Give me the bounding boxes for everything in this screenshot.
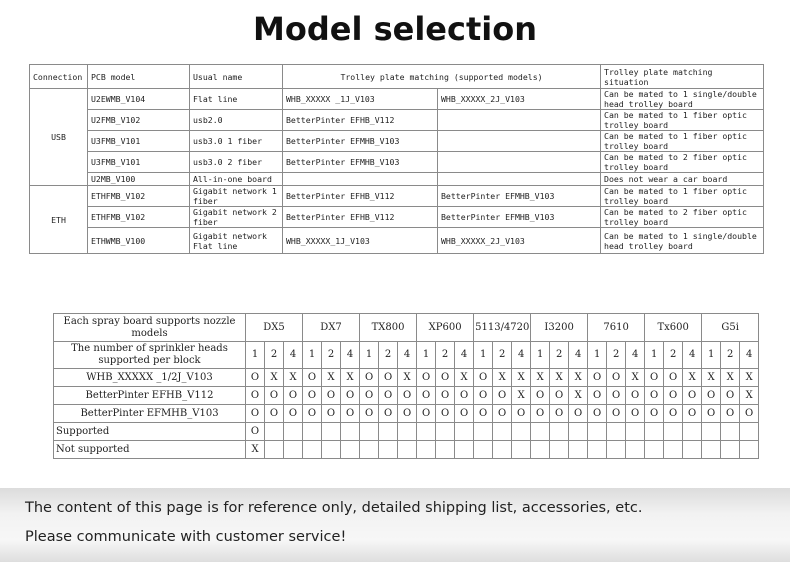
empty-cell	[455, 441, 474, 459]
support-cell: O	[588, 369, 607, 387]
nozzle-models-row	[54, 314, 759, 342]
pcb-model-cell: U3FMB_V101	[88, 131, 190, 152]
empty-cell	[512, 441, 531, 459]
head-count-cell: 2	[607, 342, 626, 369]
nozzle-model-header: G5i	[702, 314, 759, 342]
support-cell: O	[474, 387, 493, 405]
legend-symbol: O	[246, 423, 265, 441]
empty-cell	[303, 423, 322, 441]
support-cell: X	[569, 387, 588, 405]
empty-cell	[341, 441, 360, 459]
support-cell: O	[436, 387, 455, 405]
head-count-cell: 1	[360, 342, 379, 369]
usual-name-cell: usb3.0 1 fiber	[190, 131, 283, 152]
support-cell: O	[417, 369, 436, 387]
trolley-match-2-cell	[438, 173, 601, 186]
support-cell: O	[246, 369, 265, 387]
support-cell: X	[493, 369, 512, 387]
head-count-cell: 2	[493, 342, 512, 369]
support-cell: O	[341, 387, 360, 405]
support-cell: X	[550, 369, 569, 387]
support-cell: O	[379, 405, 398, 423]
empty-cell	[284, 441, 303, 459]
support-cell: O	[303, 369, 322, 387]
empty-cell	[740, 441, 759, 459]
support-cell: O	[474, 369, 493, 387]
nozzle-model-header: DX7	[303, 314, 360, 342]
connection-cell: ETH	[30, 186, 88, 254]
head-count-cell: 1	[645, 342, 664, 369]
support-cell: X	[740, 387, 759, 405]
empty-cell	[455, 423, 474, 441]
support-cell: O	[284, 387, 303, 405]
support-cell: O	[493, 387, 512, 405]
empty-cell	[664, 441, 683, 459]
support-cell: O	[455, 405, 474, 423]
support-cell: X	[512, 369, 531, 387]
empty-cell	[303, 441, 322, 459]
support-cell: X	[398, 369, 417, 387]
support-cell: O	[626, 387, 645, 405]
support-cell: O	[664, 405, 683, 423]
empty-cell	[531, 423, 550, 441]
support-cell: O	[607, 369, 626, 387]
matching-situation-cell: Can be mated to 1 fiber optic trolley board	[601, 186, 764, 207]
matching-situation-cell: Can be mated to 1 fiber optic trolley board	[601, 110, 764, 131]
head-count-cell: 2	[322, 342, 341, 369]
support-cell: O	[550, 405, 569, 423]
support-cell: O	[303, 387, 322, 405]
support-cell: O	[493, 405, 512, 423]
board-name-cell: WHB_XXXXX _1/2J_V103	[54, 369, 246, 387]
trolley-match-2-cell	[438, 110, 601, 131]
support-cell: O	[474, 405, 493, 423]
empty-cell	[360, 441, 379, 459]
empty-cell	[645, 441, 664, 459]
footer-note-line1: The content of this page is for reference only, detailed shipping list, accessories, etc.	[25, 500, 643, 516]
legend-row	[54, 441, 759, 459]
support-cell: O	[588, 387, 607, 405]
support-cell: O	[721, 387, 740, 405]
support-cell: O	[398, 387, 417, 405]
pcb-model-cell: ETHFMB_V102	[88, 207, 190, 228]
table-row	[30, 89, 764, 110]
empty-cell	[284, 423, 303, 441]
pcb-model-cell: U2FMB_V102	[88, 110, 190, 131]
nozzle-model-header: Tx600	[645, 314, 702, 342]
support-cell: O	[645, 405, 664, 423]
empty-cell	[645, 423, 664, 441]
pcb-model-table	[29, 64, 764, 254]
empty-cell	[379, 441, 398, 459]
trolley-match-1-cell: WHB_XXXXX _1J_V103	[283, 89, 438, 110]
empty-cell	[417, 441, 436, 459]
empty-cell	[265, 423, 284, 441]
empty-cell	[360, 423, 379, 441]
empty-cell	[322, 423, 341, 441]
table-row	[30, 131, 764, 152]
support-cell: X	[569, 369, 588, 387]
support-cell: O	[683, 387, 702, 405]
empty-cell	[436, 423, 455, 441]
head-count-cell: 2	[379, 342, 398, 369]
matching-situation-cell: Can be mated to 1 single/double head trolley board	[601, 228, 764, 254]
head-count-cell: 4	[512, 342, 531, 369]
nozzle-model-header: DX5	[246, 314, 303, 342]
support-cell: O	[246, 405, 265, 423]
support-cell: O	[360, 387, 379, 405]
head-count-cell: 4	[284, 342, 303, 369]
matching-situation-cell: Can be mated to 2 fiber optic trolley board	[601, 207, 764, 228]
support-cell: O	[398, 405, 417, 423]
support-cell: O	[702, 405, 721, 423]
head-count-cell: 4	[626, 342, 645, 369]
support-cell: O	[645, 387, 664, 405]
support-cell: O	[436, 369, 455, 387]
head-count-cell: 1	[303, 342, 322, 369]
nozzle-model-header: XP600	[417, 314, 474, 342]
support-cell: O	[740, 405, 759, 423]
support-cell: O	[607, 387, 626, 405]
usual-name-cell: Gigabit network 1 fiber	[190, 186, 283, 207]
empty-cell	[702, 423, 721, 441]
support-cell: O	[702, 387, 721, 405]
table-row	[30, 173, 764, 186]
table-row	[30, 207, 764, 228]
support-cell: O	[303, 405, 322, 423]
support-cell: X	[626, 369, 645, 387]
trolley-match-2-cell	[438, 152, 601, 173]
support-cell: X	[683, 369, 702, 387]
empty-cell	[436, 441, 455, 459]
trolley-match-2-cell: WHB_XXXXX_2J_V103	[438, 89, 601, 110]
empty-cell	[417, 423, 436, 441]
table-row	[30, 110, 764, 131]
header-trolley-matching: Trolley plate matching (supported models)	[283, 65, 601, 89]
empty-cell	[550, 423, 569, 441]
empty-cell	[512, 423, 531, 441]
support-cell: O	[360, 405, 379, 423]
matching-situation-cell: Can be mated to 2 fiber optic trolley board	[601, 152, 764, 173]
head-count-cell: 1	[474, 342, 493, 369]
usual-name-cell: Gigabit network 2 fiber	[190, 207, 283, 228]
empty-cell	[569, 441, 588, 459]
nozzle-model-header: 7610	[588, 314, 645, 342]
empty-cell	[341, 423, 360, 441]
support-cell: O	[265, 405, 284, 423]
empty-cell	[474, 423, 493, 441]
head-count-cell: 4	[569, 342, 588, 369]
support-cell: O	[246, 387, 265, 405]
support-cell: O	[588, 405, 607, 423]
support-cell: O	[512, 405, 531, 423]
empty-cell	[626, 423, 645, 441]
head-count-cell: 4	[398, 342, 417, 369]
connection-cell: USB	[30, 89, 88, 186]
trolley-match-2-cell: WHB_XXXXX_2J_V103	[438, 228, 601, 254]
head-count-cell: 4	[683, 342, 702, 369]
support-cell: O	[322, 387, 341, 405]
support-cell: O	[531, 387, 550, 405]
empty-cell	[569, 423, 588, 441]
support-cell: O	[664, 387, 683, 405]
head-count-cell: 1	[588, 342, 607, 369]
support-cell: O	[683, 405, 702, 423]
usual-name-cell: usb3.0 2 fiber	[190, 152, 283, 173]
pcb-model-cell: ETHWMB_V100	[88, 228, 190, 254]
empty-cell	[265, 441, 284, 459]
support-cell: O	[379, 387, 398, 405]
table-row	[54, 387, 759, 405]
support-cell: O	[322, 405, 341, 423]
head-count-cell: 2	[664, 342, 683, 369]
header-pcb-model: PCB model	[88, 65, 190, 89]
support-cell: O	[569, 405, 588, 423]
empty-cell	[664, 423, 683, 441]
table-row	[54, 369, 759, 387]
support-cell: O	[531, 405, 550, 423]
board-name-cell: BetterPinter EFHB_V112	[54, 387, 246, 405]
header-connection: Connection	[30, 65, 88, 89]
empty-cell	[398, 441, 417, 459]
support-cell: X	[265, 369, 284, 387]
head-count-cell: 2	[265, 342, 284, 369]
support-cell: X	[721, 369, 740, 387]
support-cell: X	[512, 387, 531, 405]
support-cell: O	[721, 405, 740, 423]
head-count-cell: 1	[531, 342, 550, 369]
legend-label: Supported	[54, 423, 246, 441]
empty-cell	[588, 441, 607, 459]
support-cell: O	[455, 387, 474, 405]
legend-symbol: X	[246, 441, 265, 459]
support-cell: X	[740, 369, 759, 387]
support-cell: O	[550, 387, 569, 405]
trolley-match-2-cell	[438, 131, 601, 152]
support-cell: O	[284, 405, 303, 423]
head-count-cell: 1	[702, 342, 721, 369]
heads-per-block-row	[54, 342, 759, 369]
empty-cell	[607, 423, 626, 441]
head-count-cell: 4	[740, 342, 759, 369]
usual-name-cell: Gigabit network Flat line	[190, 228, 283, 254]
empty-cell	[379, 423, 398, 441]
support-cell: O	[626, 405, 645, 423]
page-title: Model selection	[253, 10, 537, 48]
pcb-model-cell: U2EWMB_V104	[88, 89, 190, 110]
nozzle-model-header: 5113/4720	[474, 314, 531, 342]
legend-label: Not supported	[54, 441, 246, 459]
table-row	[30, 228, 764, 254]
nozzle-support-table	[53, 313, 759, 459]
trolley-match-1-cell: BetterPinter EFHB_V112	[283, 110, 438, 131]
empty-cell	[588, 423, 607, 441]
footer-banner	[0, 488, 790, 562]
head-count-cell: 2	[436, 342, 455, 369]
matching-situation-cell: Can be mated to 1 fiber optic trolley board	[601, 131, 764, 152]
trolley-match-1-cell	[283, 173, 438, 186]
empty-cell	[702, 441, 721, 459]
empty-cell	[607, 441, 626, 459]
head-count-cell: 4	[341, 342, 360, 369]
support-cell: O	[417, 387, 436, 405]
nozzle-model-header: TX800	[360, 314, 417, 342]
support-cell: X	[284, 369, 303, 387]
support-cell: X	[531, 369, 550, 387]
header-matching-situation: Trolley plate matching situation	[601, 65, 764, 89]
empty-cell	[683, 441, 702, 459]
trolley-match-1-cell: BetterPinter EFMHB_V103	[283, 131, 438, 152]
usual-name-cell: usb2.0	[190, 110, 283, 131]
table-row	[30, 186, 764, 207]
trolley-match-1-cell: BetterPinter EFHB_V112	[283, 207, 438, 228]
head-count-cell: 4	[455, 342, 474, 369]
usual-name-cell: All-in-one board	[190, 173, 283, 186]
head-count-cell: 1	[246, 342, 265, 369]
table-row	[30, 152, 764, 173]
support-cell: X	[702, 369, 721, 387]
empty-cell	[550, 441, 569, 459]
empty-cell	[322, 441, 341, 459]
table-row	[54, 405, 759, 423]
trolley-match-1-cell: BetterPinter EFHB_V112	[283, 186, 438, 207]
pcb-table-header-row	[30, 65, 764, 89]
support-cell: O	[379, 369, 398, 387]
empty-cell	[531, 441, 550, 459]
pcb-model-cell: U2MB_V100	[88, 173, 190, 186]
support-cell: O	[664, 369, 683, 387]
trolley-match-1-cell: BetterPinter EFMHB_V103	[283, 152, 438, 173]
support-cell: O	[265, 387, 284, 405]
nozzle-model-header: I3200	[531, 314, 588, 342]
empty-cell	[398, 423, 417, 441]
empty-cell	[474, 441, 493, 459]
empty-cell	[721, 441, 740, 459]
nozzle-models-label: Each spray board supports nozzle models	[54, 314, 246, 342]
matching-situation-cell: Does not wear a car board	[601, 173, 764, 186]
heads-per-block-label: The number of sprinkler heads supported per block	[54, 342, 246, 369]
empty-cell	[740, 423, 759, 441]
empty-cell	[683, 423, 702, 441]
empty-cell	[493, 423, 512, 441]
empty-cell	[626, 441, 645, 459]
support-cell: O	[417, 405, 436, 423]
trolley-match-2-cell: BetterPinter EFMHB_V103	[438, 186, 601, 207]
support-cell: X	[341, 369, 360, 387]
support-cell: O	[436, 405, 455, 423]
head-count-cell: 2	[721, 342, 740, 369]
support-cell: O	[341, 405, 360, 423]
matching-situation-cell: Can be mated to 1 single/double head trolley board	[601, 89, 764, 110]
legend-row	[54, 423, 759, 441]
head-count-cell: 2	[550, 342, 569, 369]
trolley-match-1-cell: WHB_XXXXX_1J_V103	[283, 228, 438, 254]
empty-cell	[721, 423, 740, 441]
usual-name-cell: Flat line	[190, 89, 283, 110]
support-cell: O	[360, 369, 379, 387]
trolley-match-2-cell: BetterPinter EFMHB_V103	[438, 207, 601, 228]
support-cell: O	[645, 369, 664, 387]
pcb-model-cell: ETHFMB_V102	[88, 186, 190, 207]
empty-cell	[493, 441, 512, 459]
support-cell: O	[607, 405, 626, 423]
pcb-model-cell: U3FMB_V101	[88, 152, 190, 173]
support-cell: X	[455, 369, 474, 387]
header-usual-name: Usual name	[190, 65, 283, 89]
board-name-cell: BetterPinter EFMHB_V103	[54, 405, 246, 423]
footer-note-line2: Please communicate with customer service!	[25, 529, 347, 545]
head-count-cell: 1	[417, 342, 436, 369]
support-cell: X	[322, 369, 341, 387]
